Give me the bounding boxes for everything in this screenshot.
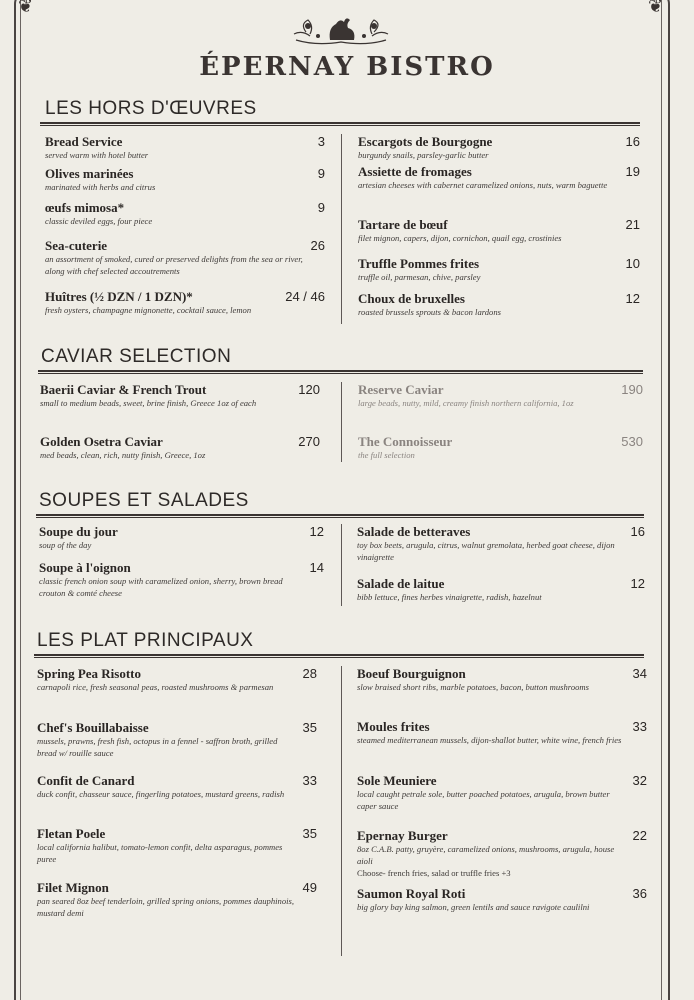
menu-item-name: Olives marinées xyxy=(45,166,134,181)
menu-item-name: Chef's Bouillabaisse xyxy=(37,720,149,735)
menu-item xyxy=(39,524,324,551)
menu-item-price: 34 xyxy=(632,666,647,681)
menu-item xyxy=(40,382,320,409)
menu-item-name: Escargots de Bourgogne xyxy=(358,134,493,149)
menu-item-price: 19 xyxy=(625,164,640,179)
menu-item xyxy=(357,886,647,913)
menu-item-name: Boeuf Bourguignon xyxy=(357,666,466,681)
menu-item-description: truffle oil, parmesan, chive, parsley xyxy=(358,272,481,282)
menu-item-name: Truffle Pommes frites xyxy=(358,256,480,271)
menu-item-name: Assiette de fromages xyxy=(358,164,472,179)
menu-item-description: slow braised short ribs, marble potatoes, bacon, button mushrooms xyxy=(357,682,589,692)
menu-item xyxy=(358,382,643,409)
menu-item xyxy=(358,256,640,283)
menu-item xyxy=(357,773,647,812)
menu-item-price: 21 xyxy=(625,217,640,232)
menu-item xyxy=(45,289,325,316)
menu-item-price: 120 xyxy=(298,382,320,397)
corner-ornament-right: ❦ xyxy=(648,0,664,16)
menu-item xyxy=(37,720,317,759)
menu-item-name: Salade de betteraves xyxy=(357,524,471,539)
menu-item-description: toy box beets, arugula, citrus, walnut gremolata, herbed goat cheese, dijon vinaigrette xyxy=(357,540,615,562)
menu-item-name: Fletan Poele xyxy=(37,826,106,841)
section-rule xyxy=(36,514,644,518)
menu-item-description: burgundy snails, parsley-garlic butter xyxy=(358,150,489,160)
menu-item-price: 22 xyxy=(632,828,647,843)
menu-item-description: an assortment of smoked, cured or preserved delights from the sea or river, along with chef selected accoutrements xyxy=(45,254,303,276)
section-title: LES PLAT PRINCIPAUX xyxy=(37,630,254,651)
menu-item xyxy=(37,666,317,693)
menu-item-name: Tartare de bœuf xyxy=(358,217,448,232)
menu-item-description: classic deviled eggs, four piece xyxy=(45,216,153,226)
menu-item-price: 26 xyxy=(310,238,325,253)
menu-item-price: 9 xyxy=(317,200,325,215)
menu-item xyxy=(358,434,643,461)
menu-item-price: 9 xyxy=(317,166,325,181)
section-rule xyxy=(38,370,643,374)
menu-item-price: 49 xyxy=(302,880,317,895)
menu-item-name: Salade de laitue xyxy=(357,576,445,591)
menu-item-description: large beads, nutty, mild, creamy finish northern california, 1oz xyxy=(358,398,574,408)
menu-item-price: 33 xyxy=(632,719,647,734)
section-rule xyxy=(40,122,640,126)
menu-item-description: med beads, clean, rich, nutty finish, Greece, 1oz xyxy=(40,450,206,460)
menu-item xyxy=(45,166,325,193)
menu-item xyxy=(39,560,324,599)
menu-item-description: steamed mediterranean mussels, dijon-shallot butter, white wine, french fries xyxy=(357,735,622,745)
column-divider xyxy=(341,134,342,324)
menu-item-price: 32 xyxy=(632,773,647,788)
section-title: LES HORS D'ŒUVRES xyxy=(45,98,257,119)
menu-item-description: roasted brussels sprouts & bacon lardons xyxy=(358,307,502,317)
menu-item-price: 270 xyxy=(298,434,320,449)
menu-item-price: 12 xyxy=(630,576,645,591)
menu-item-price: 33 xyxy=(302,773,317,788)
menu-item xyxy=(357,524,645,563)
menu-item-name: Baerii Caviar & French Trout xyxy=(40,382,207,397)
column-divider xyxy=(341,524,342,606)
menu-item-price: 36 xyxy=(632,886,647,901)
menu-item-description: artesian cheeses with cabernet caramelized onions, nuts, warm baguette xyxy=(358,180,608,190)
menu-item xyxy=(358,217,640,244)
menu-item-name: Sea-cuterie xyxy=(45,238,108,253)
column-divider xyxy=(341,666,342,956)
menu-item-description: carnapoli rice, fresh seasonal peas, roasted mushrooms & parmesan xyxy=(37,682,274,692)
menu-item-name: Huîtres (½ DZN / 1 DZN)* xyxy=(45,289,193,304)
menu-item-description: big glory bay king salmon, green lentils and sauce ravigote caulilni xyxy=(357,902,590,912)
menu-item xyxy=(358,164,640,191)
menu-item-price: 530 xyxy=(621,434,643,449)
menu-item xyxy=(45,200,325,227)
menu-item-description: marinated with herbs and citrus xyxy=(45,182,156,192)
menu-item xyxy=(357,576,645,603)
menu-item-description: local caught petrale sole, butter poached potatoes, arugula, brown butter caper sauce xyxy=(357,789,610,811)
menu-item-description: the full selection xyxy=(358,450,415,460)
menu-item-price: 24 / 46 xyxy=(285,289,325,304)
menu-item-description: duck confit, chasseur sauce, fingerling potatoes, mustard greens, radish xyxy=(37,789,285,799)
section-title: CAVIAR SELECTION xyxy=(41,346,232,367)
menu-item xyxy=(358,291,640,318)
menu-item-name: Reserve Caviar xyxy=(358,382,444,397)
rooster-crest-icon xyxy=(286,12,396,52)
menu-item-name: œufs mimosa* xyxy=(45,200,125,215)
menu-item-description: soup of the day xyxy=(39,540,92,550)
menu-item-description: bibb lettuce, fines herbes vinaigrette, radish, hazelnut xyxy=(357,592,542,602)
menu-item xyxy=(37,880,317,919)
section-title: SOUPES ET SALADES xyxy=(39,490,249,511)
menu-item-price: 12 xyxy=(625,291,640,306)
menu-item xyxy=(37,773,317,800)
menu-item-description: small to medium beads, sweet, brine finish, Greece 1oz of each xyxy=(40,398,257,408)
menu-item-description: fresh oysters, champagne mignonette, cocktail sauce, lemon xyxy=(45,305,252,315)
menu-item-description: mussels, prawns, fresh fish, octopus in a fennel - saffron broth, grilled bread w/ rouille sauce xyxy=(37,736,278,758)
menu-item xyxy=(45,238,325,277)
menu-item-name: Soupe à l'oignon xyxy=(39,560,131,575)
restaurant-title: ÉPERNAY BISTRO xyxy=(199,52,495,82)
menu-item xyxy=(357,719,647,746)
section-rule xyxy=(34,654,644,658)
corner-ornament-left: ❦ xyxy=(18,0,34,16)
column-divider xyxy=(341,382,342,462)
menu-item-description: 8oz C.A.B. patty, gruyère, caramelized onions, mushrooms, arugula, house aioli xyxy=(357,844,615,866)
menu-item-price: 16 xyxy=(625,134,640,149)
menu-item-description: local california halibut, tomato-lemon confit, delta asparagus, pommes puree xyxy=(37,842,283,864)
menu-item-name: Filet Mignon xyxy=(37,880,109,895)
menu-item-price: 28 xyxy=(302,666,317,681)
menu-item xyxy=(45,134,325,161)
menu-item-name: Bread Service xyxy=(45,134,123,149)
menu-item-price: 12 xyxy=(309,524,324,539)
menu-item-name: Choux de bruxelles xyxy=(358,291,465,306)
menu-item-name: Spring Pea Risotto xyxy=(37,666,141,681)
menu-item xyxy=(40,434,320,461)
menu-item-description: served warm with hotel butter xyxy=(45,150,149,160)
menu-item-description: filet mignon, capers, dijon, cornichon, quail egg, crostinies xyxy=(358,233,562,243)
menu-item-description: pan seared 8oz beef tenderloin, grilled spring onions, pommes dauphinois, mustard demi xyxy=(37,896,295,918)
menu-item-name: Saumon Royal Roti xyxy=(357,886,466,901)
menu-item-price: 3 xyxy=(317,134,325,149)
menu-item-description: classic french onion soup with caramelized onion, sherry, brown bread crouton & comté cheese xyxy=(39,576,283,598)
menu-item-price: 10 xyxy=(625,256,640,271)
menu-item-name: Confit de Canard xyxy=(37,773,135,788)
menu-item-name: Moules frites xyxy=(357,719,430,734)
menu-item-price: 35 xyxy=(302,720,317,735)
menu-item-price: 16 xyxy=(630,524,645,539)
menu-item xyxy=(358,134,640,161)
menu-item-price: 14 xyxy=(309,560,324,575)
menu-item-name: Golden Osetra Caviar xyxy=(40,434,163,449)
menu-item-name: The Connoisseur xyxy=(358,434,453,449)
menu-item-name: Soupe du jour xyxy=(39,524,118,539)
menu-item xyxy=(357,666,647,693)
menu-item-name: Epernay Burger xyxy=(357,828,448,843)
menu-item-price: 35 xyxy=(302,826,317,841)
menu-item xyxy=(37,826,317,865)
menu-item-name: Sole Meuniere xyxy=(357,773,437,788)
menu-item-price: 190 xyxy=(621,382,643,397)
menu-item xyxy=(357,828,647,879)
menu-item-note: Choose- french fries, salad or truffle fries +3 xyxy=(357,868,511,878)
